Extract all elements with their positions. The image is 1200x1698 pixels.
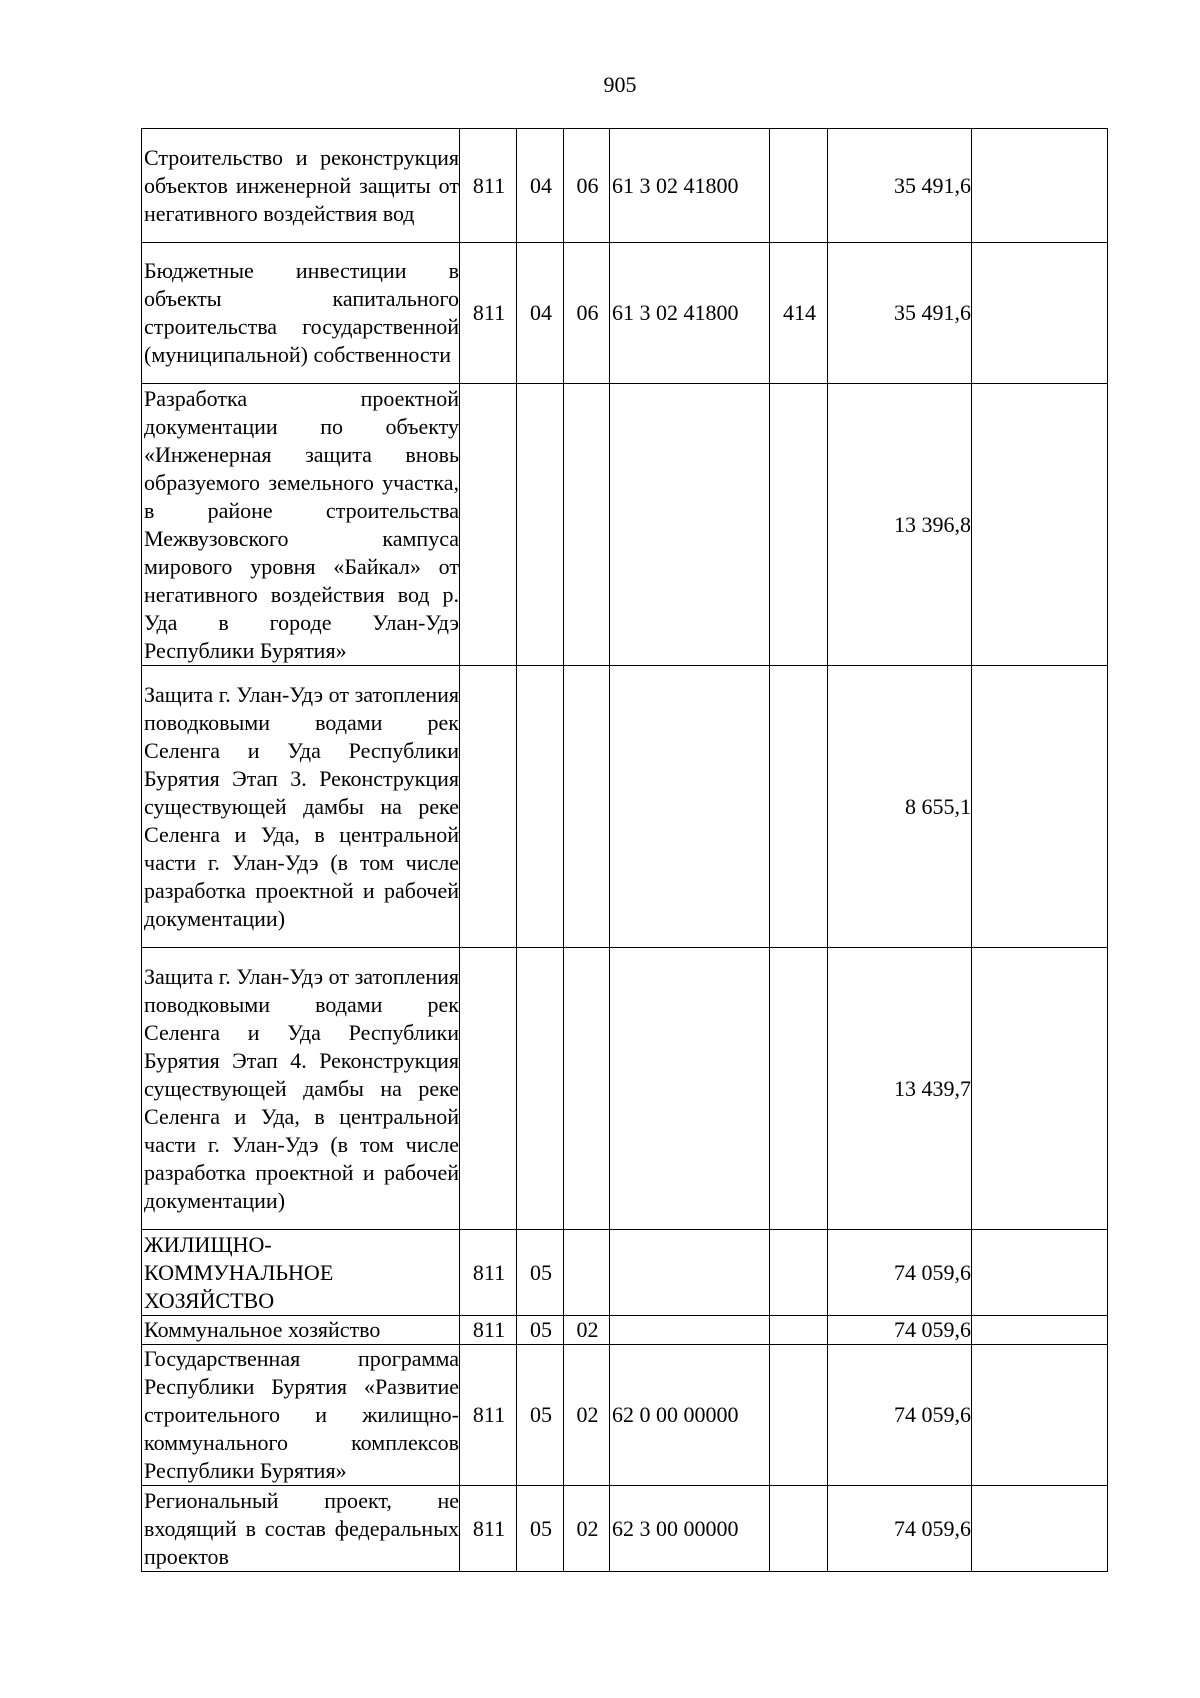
row-amount: 13 439,7	[828, 948, 972, 1230]
row-expense-type	[770, 384, 828, 666]
row-subsection-code: 02	[564, 1486, 610, 1572]
row-subsection-code	[564, 384, 610, 666]
row-name: Бюджетные инвестиции в объекты капитального строительства государственной (муниципальной) собственности	[142, 243, 460, 384]
row-grbs-code: 811	[460, 243, 517, 384]
table-row	[142, 1345, 1108, 1486]
table-row	[142, 243, 1108, 384]
row-amount: 35 491,6	[828, 129, 972, 243]
table-row	[142, 948, 1108, 1230]
row-grbs-code: 811	[460, 1316, 517, 1345]
row-subsection-code: 06	[564, 243, 610, 384]
row-name: Государственная программа Республики Бурятия «Развитие строительного и жилищно-коммунального комплексов Республики Бурятия»	[142, 1345, 460, 1486]
row-expense-type	[770, 1230, 828, 1316]
row-extra	[972, 384, 1108, 666]
table-row	[142, 666, 1108, 948]
row-extra	[972, 666, 1108, 948]
row-name: Защита г. Улан-Удэ от затопления поводковыми водами рек Селенга и Уда Республики Бурятия Этап 3. Реконструкция существующей дамбы на реке Селенга и Уда, в центральной части г. Улан-Удэ (в том числе разработка проектной и рабочей документации)	[142, 666, 460, 948]
row-target-article	[610, 948, 770, 1230]
row-section-code: 05	[517, 1345, 564, 1486]
row-grbs-code: 811	[460, 1345, 517, 1486]
row-expense-type: 414	[770, 243, 828, 384]
row-extra	[972, 1486, 1108, 1572]
row-target-article	[610, 666, 770, 948]
row-grbs-code: 811	[460, 129, 517, 243]
row-amount: 35 491,6	[828, 243, 972, 384]
table-row	[142, 1230, 1108, 1316]
row-section-code: 05	[517, 1486, 564, 1572]
row-grbs-code: 811	[460, 1486, 517, 1572]
row-extra	[972, 129, 1108, 243]
row-target-article: 62 0 00 00000	[610, 1345, 770, 1486]
page-number: 905	[603, 72, 637, 97]
row-section-code	[517, 384, 564, 666]
row-expense-type	[770, 129, 828, 243]
row-subsection-code: 06	[564, 129, 610, 243]
row-expense-type	[770, 1486, 828, 1572]
row-amount: 74 059,6	[828, 1230, 972, 1316]
row-target-article	[610, 1230, 770, 1316]
row-target-article: 62 3 00 00000	[610, 1486, 770, 1572]
row-section-code: 04	[517, 243, 564, 384]
row-section-code	[517, 666, 564, 948]
row-amount: 13 396,8	[828, 384, 972, 666]
row-subsection-code: 02	[564, 1316, 610, 1345]
row-expense-type	[770, 948, 828, 1230]
row-extra	[972, 1345, 1108, 1486]
row-extra	[972, 1316, 1108, 1345]
row-target-article: 61 3 02 41800	[610, 129, 770, 243]
row-subsection-code: 02	[564, 1345, 610, 1486]
row-name: Региональный проект, не входящий в состав федеральных проектов	[142, 1486, 460, 1572]
row-amount: 74 059,6	[828, 1316, 972, 1345]
row-target-article	[610, 1316, 770, 1345]
row-amount: 74 059,6	[828, 1345, 972, 1486]
row-section-code	[517, 948, 564, 1230]
row-amount: 8 655,1	[828, 666, 972, 948]
row-amount: 74 059,6	[828, 1486, 972, 1572]
table-row	[142, 1316, 1108, 1345]
table-row	[142, 1486, 1108, 1572]
row-name: Строительство и реконструкция объектов инженерной защиты от негативного воздействия вод	[142, 129, 460, 243]
row-section-code: 04	[517, 129, 564, 243]
row-extra	[972, 243, 1108, 384]
row-expense-type	[770, 1316, 828, 1345]
row-subsection-code	[564, 666, 610, 948]
row-grbs-code	[460, 666, 517, 948]
row-expense-type	[770, 666, 828, 948]
budget-table	[141, 128, 1108, 1572]
row-subsection-code	[564, 1230, 610, 1316]
row-subsection-code	[564, 948, 610, 1230]
row-extra	[972, 1230, 1108, 1316]
row-grbs-code: 811	[460, 1230, 517, 1316]
row-grbs-code	[460, 384, 517, 666]
row-section-code: 05	[517, 1316, 564, 1345]
row-expense-type	[770, 1345, 828, 1486]
table-body	[142, 129, 1108, 1572]
row-name: ЖИЛИЩНО-КОММУНАЛЬНОЕ ХОЗЯЙСТВО	[142, 1230, 460, 1316]
row-extra	[972, 948, 1108, 1230]
row-name: Коммунальное хозяйство	[142, 1316, 460, 1345]
table-row	[142, 129, 1108, 243]
row-section-code: 05	[517, 1230, 564, 1316]
table-row	[142, 384, 1108, 666]
row-target-article	[610, 384, 770, 666]
row-name: Защита г. Улан-Удэ от затопления поводковыми водами рек Селенга и Уда Республики Бурятия Этап 4. Реконструкция существующей дамбы на реке Селенга и Уда, в центральной части г. Улан-Удэ (в том числе разработка проектной и рабочей документации)	[142, 948, 460, 1230]
row-target-article: 61 3 02 41800	[610, 243, 770, 384]
row-name: Разработка проектной документации по объекту «Инженерная защита вновь образуемого земельного участка, в районе строительства Межвузовского кампуса мирового уровня «Байкал» от негативного воздействия вод р. Уда в городе Улан-Удэ Республики Бурятия»	[142, 384, 460, 666]
row-grbs-code	[460, 948, 517, 1230]
